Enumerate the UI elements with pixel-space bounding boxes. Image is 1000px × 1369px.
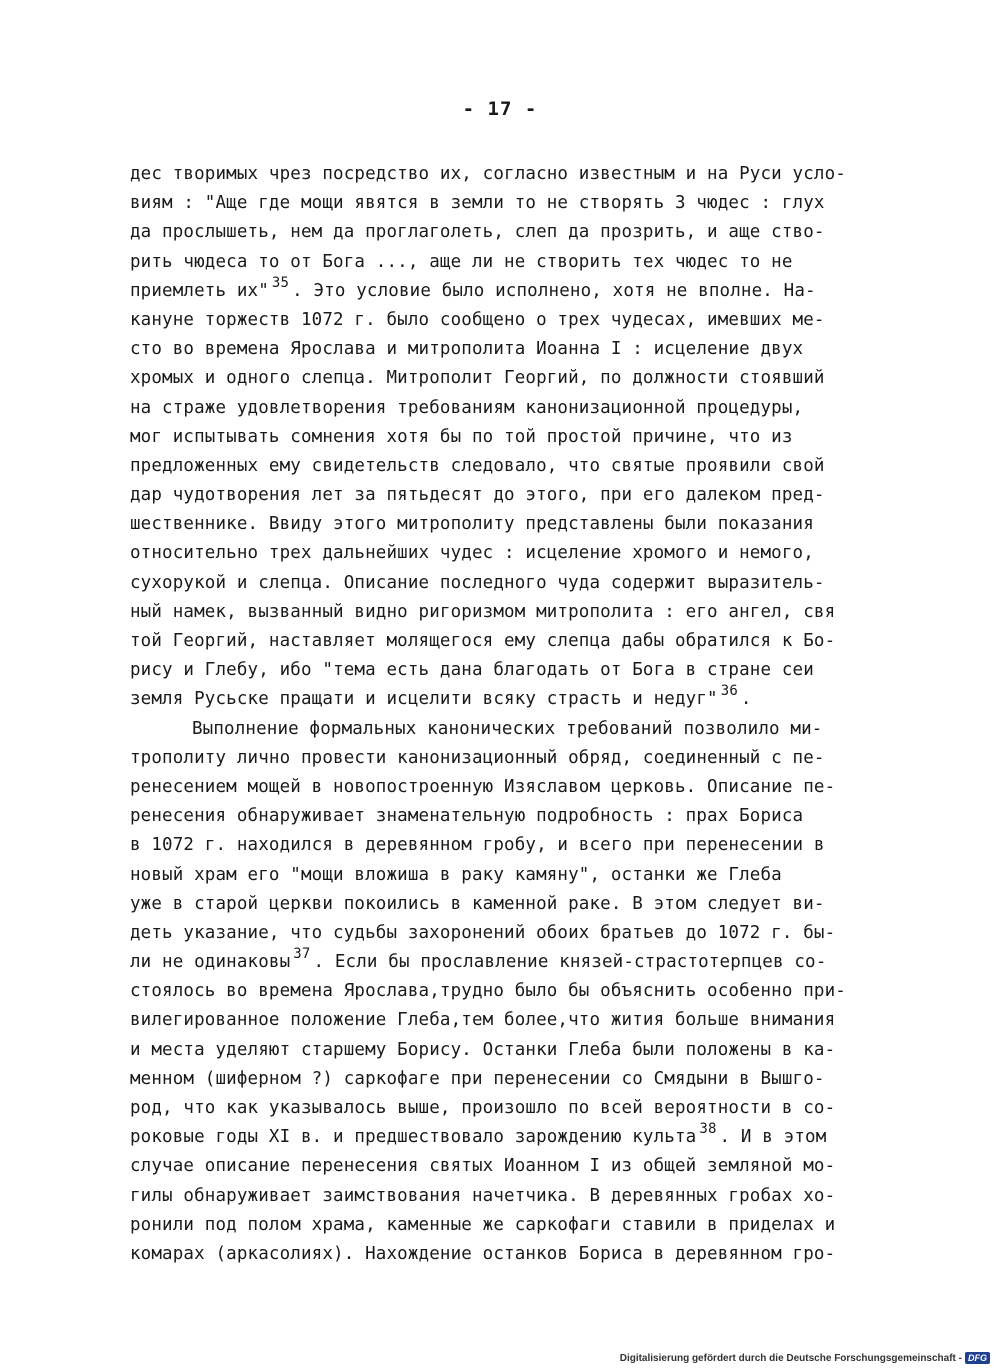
line-text: уже в старой церкви покоились в каменной раке. В этом следует ви-	[130, 893, 825, 914]
text-line	[130, 539, 900, 568]
line-text: ронили под полом храма, каменные же саркофаги ставили в приделах и	[130, 1214, 836, 1235]
line-text: кануне торжеств 1072 г. было сообщено о трех чудесах, имевших ме-	[130, 309, 825, 330]
text-line	[130, 656, 900, 685]
text-line	[130, 306, 900, 335]
text-line	[130, 627, 900, 656]
text-line	[130, 218, 900, 247]
line-text: ный намек, вызванный видно ригоризмом митрополита : его ангел, свя	[130, 601, 836, 622]
line-text: гилы обнаруживает заимствования начетчика. В деревянных гробах хо-	[130, 1185, 836, 1206]
text-line	[130, 1006, 900, 1035]
footnote-marker: 35	[271, 274, 290, 291]
line-text: род, что как указывалось выше, произошло по всей вероятности в со-	[130, 1098, 836, 1118]
text-line	[130, 569, 900, 598]
line-text: рить чюдеса то от Бога ..., аще ли не створить тех чюдес то не	[130, 251, 793, 272]
line-text: сто во времена Ярослава и митрополита Иоанна I : исцеление двух	[130, 339, 804, 360]
footnote-marker: 38	[699, 1121, 717, 1138]
text-line	[130, 802, 900, 831]
line-text: приемлеть их"	[130, 280, 269, 301]
text-line	[130, 1211, 900, 1240]
line-text: дес творимых чрез посредство их, согласно известным и на Руси усло-	[130, 164, 846, 184]
line-text: той Георгий, наставляет молящегося ему слепца дабы обратился к Бо-	[130, 631, 836, 651]
text-line	[130, 394, 900, 423]
line-text-continued: .	[740, 689, 752, 710]
line-text: и места уделяют старшему Борису. Останки Глеба были положены в ка-	[130, 1039, 836, 1060]
text-line	[130, 919, 900, 948]
line-text: трополиту лично провести канонизационный обряд, соединенный с пе-	[130, 747, 825, 768]
text-line	[130, 1065, 900, 1094]
line-text: новый храм его "мощи вложиша в раку камяну", останки же Глеба	[130, 864, 782, 885]
text-line	[130, 423, 900, 452]
page-number: - 17 -	[462, 98, 538, 120]
line-text: вилегированное положение Глеба,тем более,что жития больше внимания	[130, 1010, 836, 1031]
text-line	[130, 1094, 900, 1123]
line-text: в 1072 г. находился в деревянном гробу, и всего при перенесении в	[130, 835, 825, 856]
text-line	[130, 1240, 900, 1269]
text-line	[130, 685, 900, 714]
line-text: земля Русьске пращати и исцелити всяку страсть и недуг"	[130, 689, 718, 710]
text-line	[130, 189, 900, 218]
line-text: ренесения обнаруживает знаменательную подробность : прах Бориса	[130, 806, 804, 827]
line-text: Выполнение формальных канонических требований позволило ми-	[192, 718, 823, 739]
text-line	[130, 510, 900, 539]
line-text: мог испытывать сомнения хотя бы по той простой причине, что из	[130, 426, 793, 447]
line-text: ли не одинаковы	[130, 952, 291, 973]
text-line	[130, 452, 900, 481]
line-text: шественнике. Ввиду этого митрополиту представлены были показания	[130, 514, 814, 535]
text-line	[130, 977, 900, 1006]
text-line	[130, 481, 900, 510]
line-text: случае описание перенесения святых Иоанном I из общей земляной мо-	[130, 1156, 836, 1177]
text-line	[130, 1123, 900, 1152]
line-text: сухорукой и слепца. Описание последного чуда содержит выразитель-	[130, 572, 825, 593]
footnote-marker: 36	[720, 683, 738, 700]
text-line	[130, 1152, 900, 1181]
line-text: менном (шиферном ?) саркофаге при перенесении со Смядыни в Вышго-	[130, 1068, 825, 1089]
line-text: предложенных ему свидетельств следовало, что святые проявили свой	[130, 455, 825, 476]
line-text-continued: . Если бы прославление князей-страстотерпцев со-	[313, 952, 827, 973]
text-line	[130, 831, 900, 860]
dfg-logo: DFG	[965, 1352, 990, 1364]
line-text: дар чудотворения лет за пятьдесят до этого, при его далеком пред-	[130, 485, 825, 506]
text-line	[130, 335, 900, 364]
text-line	[130, 1182, 900, 1211]
text-line	[130, 715, 900, 744]
line-text: рису и Глебу, ибо "тема есть дана благодать от Бога в стране сеи	[130, 660, 814, 681]
line-text: деть указание, что судьбы захоронений обоих братьев до 1072 г. бы-	[130, 922, 836, 943]
text-line	[130, 948, 900, 977]
text-line	[130, 744, 900, 773]
line-text: комарах (аркасолиях). Нахождение останков Бориса в деревянном гро-	[130, 1243, 836, 1264]
line-text: относительно трех дальнейших чудес : исцеление хромого и немого,	[130, 543, 814, 564]
text-line	[130, 1036, 900, 1065]
line-text: на страже удовлетворения требованиям канонизационной процедуры,	[130, 397, 804, 418]
footer	[620, 1352, 990, 1364]
line-text: стоялось во времена Ярослава,трудно было бы объяснить особенно при-	[130, 981, 846, 1002]
text-line	[130, 598, 900, 627]
text-line	[130, 364, 900, 393]
text-line	[130, 890, 900, 919]
text-line	[130, 248, 900, 277]
text-line	[130, 274, 900, 306]
line-text-continued: . Это условие было исполнено, хотя не вполне. На-	[292, 280, 816, 301]
line-text: да прослышеть, нем да проглаголеть, слеп да прозрить, и аще ство-	[130, 222, 825, 243]
text-line	[130, 861, 900, 890]
line-text: виям : "Аще где мощи явятся в земли то не створять 3 чюдес : глух	[130, 193, 825, 214]
line-text: ренесением мощей в новопостроенную Изяславом церковь. Описание пе-	[130, 776, 836, 797]
line-text: роковые годы XI в. и предшествовало зарождению культа	[130, 1127, 697, 1148]
text-line	[130, 773, 900, 802]
digitization-credit: Digitalisierung gefördert durch die Deutsche Forschungsgemeinschaft -	[619, 1352, 962, 1364]
line-text: хромых и одного слепца. Митрополит Георгий, по должности стоявший	[130, 368, 825, 389]
body-text	[130, 160, 900, 1269]
footnote-marker: 37	[293, 946, 311, 963]
line-text-continued: . И в этом	[719, 1127, 827, 1148]
text-line	[130, 160, 900, 189]
